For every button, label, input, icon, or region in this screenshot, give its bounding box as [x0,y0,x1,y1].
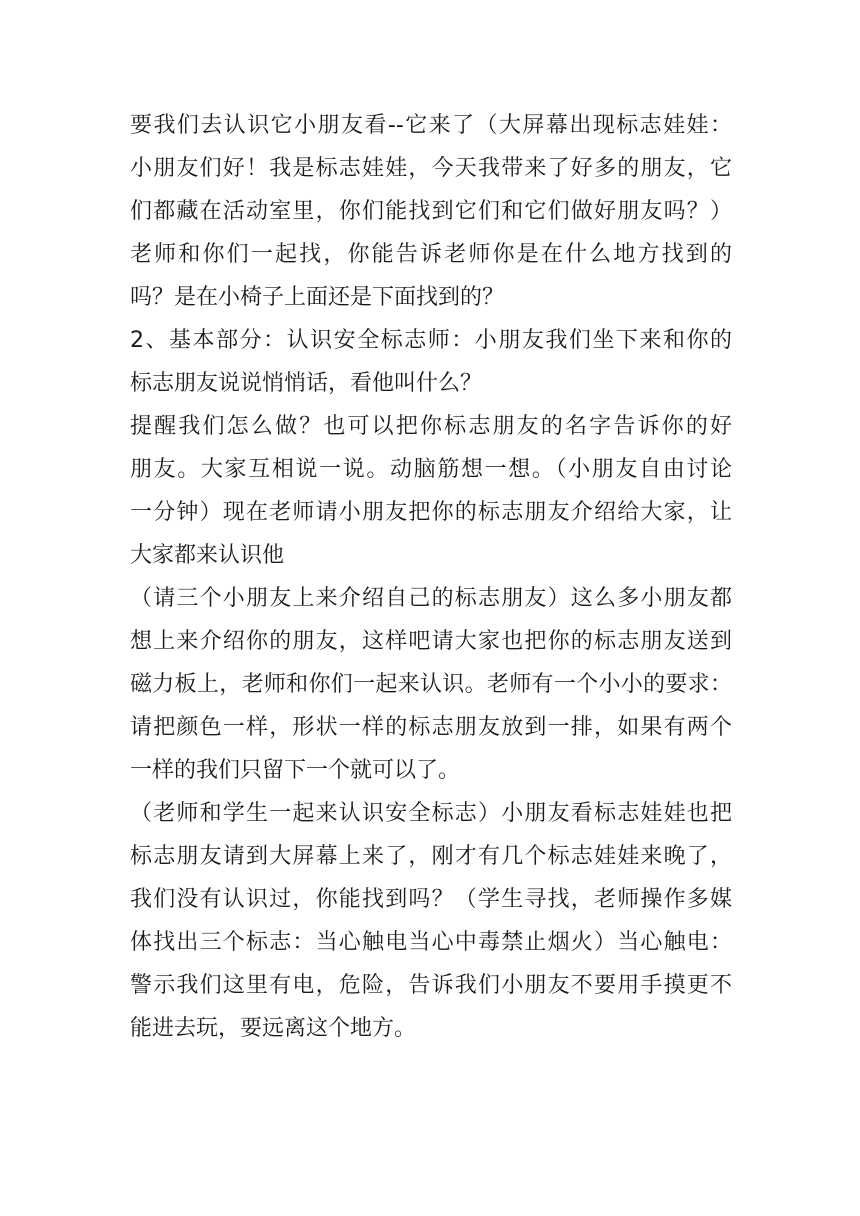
text-line-10: 一分钟）现在老师请小朋友把你的标志朋友介绍给大家，让 [130,500,732,525]
text-line-17: （老师和学生一起来认识安全标志）小朋友看标志娃娃也把 [130,801,732,826]
text-line-4: 老师和你们一起找，你能告诉老师你是在什么地方找到的 [130,242,732,267]
text-line-16: 一样的我们只留下一个就可以了。 [130,758,461,783]
text-line-7: 标志朋友说说悄悄话，看他叫什么？ [130,371,483,396]
document-page [130,104,732,1050]
text-line-6: 2、基本部分：认识安全标志师：小朋友我们坐下来和你的 [130,328,732,353]
text-line-11: 大家都来认识他 [130,543,285,568]
text-line-8: 提醒我们怎么做？也可以把你标志朋友的名字告诉你的好 [130,414,732,439]
text-line-20: 体找出三个标志：当心触电当心中毒禁止烟火）当心触电： [130,930,732,955]
text-line-3: 们都藏在活动室里，你们能找到它们和它们做好朋友吗？） [130,199,732,224]
text-line-15: 请把颜色一样，形状一样的标志朋友放到一排，如果有两个 [130,715,732,740]
text-line-14: 磁力板上，老师和你们一起来认识。老师有一个小小的要求： [130,672,732,697]
text-line-1: 要我们去认识它小朋友看--它来了（大屏幕出现标志娃娃： [130,113,732,138]
text-line-2: 小朋友们好！我是标志娃娃，今天我带来了好多的朋友，它 [130,156,732,181]
text-line-22: 能进去玩，要远离这个地方。 [130,1016,417,1041]
text-line-13: 想上来介绍你的朋友，这样吧请大家也把你的标志朋友送到 [130,629,732,654]
text-line-12: （请三个小朋友上来介绍自己的标志朋友）这么多小朋友都 [130,586,732,611]
text-line-21: 警示我们这里有电，危险，告诉我们小朋友不要用手摸更不 [130,973,732,998]
text-line-18: 标志朋友请到大屏幕上来了，刚才有几个标志娃娃来晚了， [130,844,732,869]
text-line-19: 我们没有认识过，你能找到吗？（学生寻找，老师操作多媒 [130,887,732,912]
text-line-9: 朋友。大家互相说一说。动脑筋想一想。（小朋友自由讨论 [130,457,732,482]
text-line-5: 吗？是在小椅子上面还是下面找到的？ [130,285,505,310]
